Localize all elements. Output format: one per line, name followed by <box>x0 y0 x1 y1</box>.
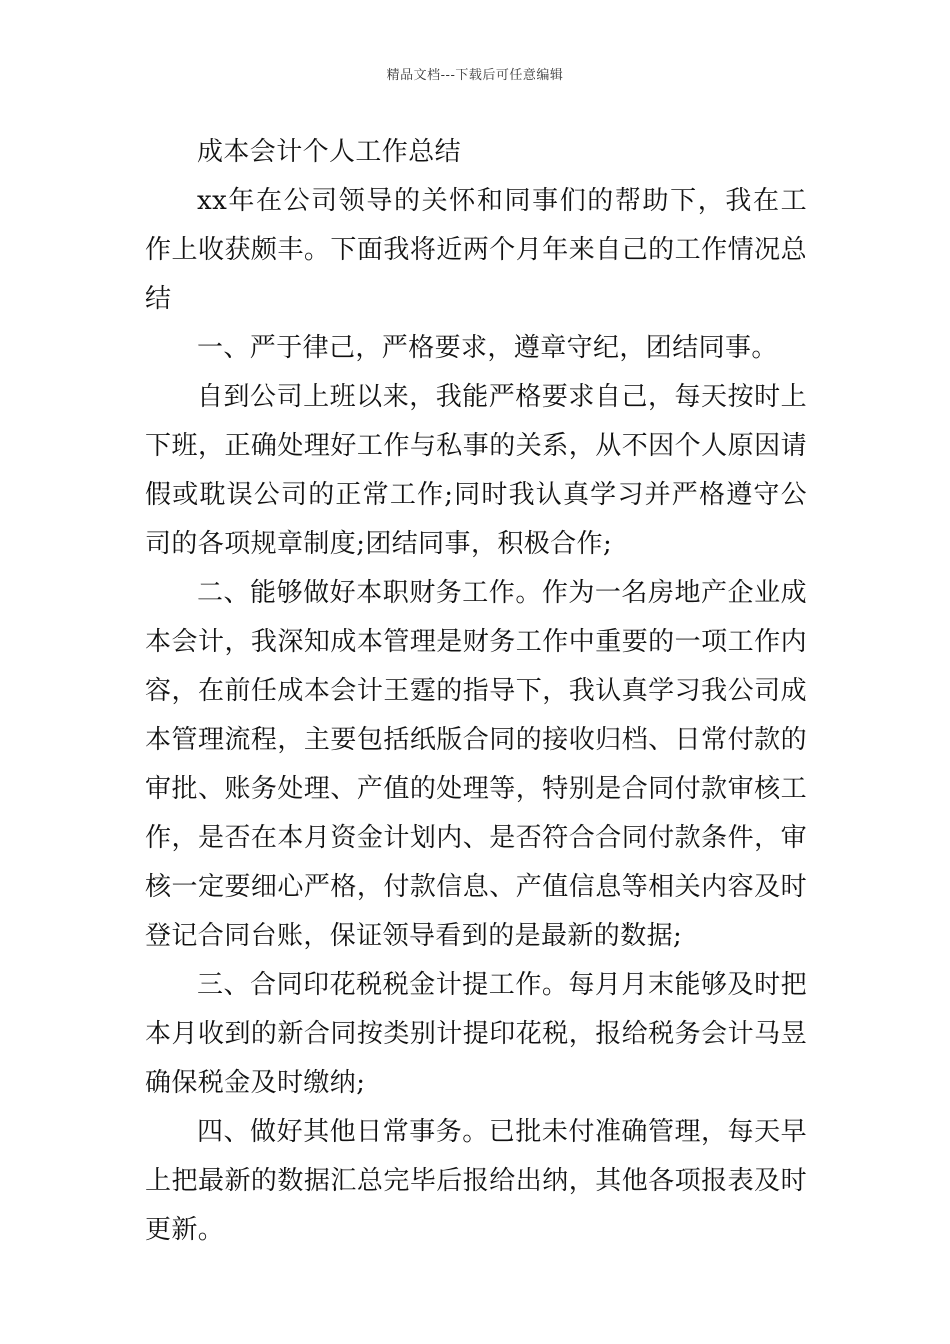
paragraph-intro: xx年在公司领导的关怀和同事们的帮助下，我在工作上收获颇丰。下面我将近两个月年来自己的工作情况总结 <box>145 186 807 314</box>
document-title: 成本会计个人工作总结 <box>197 137 462 167</box>
document-body <box>145 128 807 1255</box>
paragraph-section-1-body: 自到公司上班以来，我能严格要求自己，每天按时上下班，正确处理好工作与私事的关系，从不因个人原因请假或耽误公司的正常工作;同时我认真学习并严格遵守公司的各项规章制度;团结同事，积极合作; <box>145 382 807 559</box>
paragraph-section-2: 二、能够做好本职财务工作。作为一名房地产企业成本会计，我深知成本管理是财务工作中重要的一项工作内容，在前任成本会计王霆的指导下，我认真学习我公司成本管理流程，主要包括纸版合同的接收归档、日常付款的审批、账务处理、产值的处理等，特别是合同付款审核工作，是否在本月资金计划内、是否符合合同付款条件，审核一定要细心严格，付款信息、产值信息等相关内容及时登记合同台账，保证领导看到的是最新的数据; <box>145 578 807 951</box>
paragraph-section-4: 四、做好其他日常事务。已批未付准确管理，每天早上把最新的数据汇总完毕后报给出纳，其他各项报表及时更新。 <box>145 1117 807 1245</box>
paragraph-section-3: 三、合同印花税税金计提工作。每月月末能够及时把本月收到的新合同按类别计提印花税，报给税务会计马昱确保税金及时缴纳; <box>145 970 807 1098</box>
paragraph-section-1-heading: 一、严于律己，严格要求，遵章守纪，团结同事。 <box>197 333 778 363</box>
page-header: 精品文档---下载后可任意编辑 <box>386 68 564 83</box>
